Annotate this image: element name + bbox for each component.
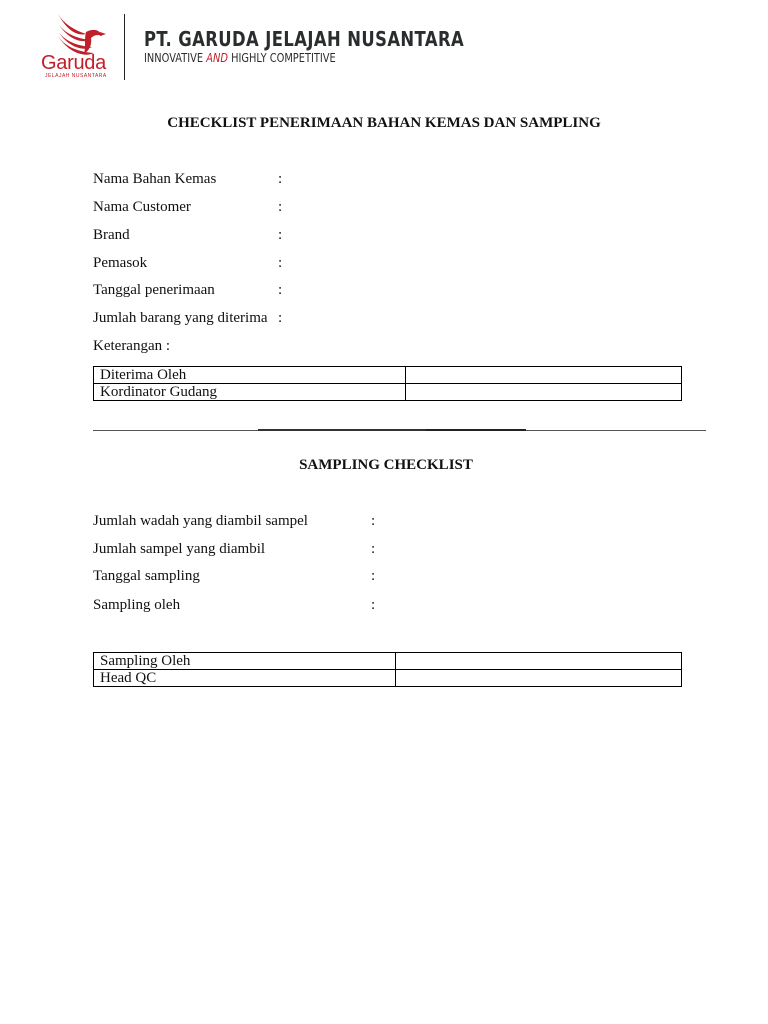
tagline-part-1: INNOVATIVE <box>144 51 207 65</box>
field-colon: : <box>278 310 283 326</box>
field-jumlah-barang: Jumlah barang yang diterima <box>93 310 268 326</box>
table-row <box>94 653 682 670</box>
field-nama-customer: Nama Customer <box>93 199 191 215</box>
field-colon: : <box>278 255 283 271</box>
field-colon: : <box>278 227 283 243</box>
field-jumlah-sampel: Jumlah sampel yang diambil <box>93 541 266 557</box>
field-colon: : <box>371 597 376 613</box>
field-keterangan: Keterangan : <box>93 338 171 354</box>
field-colon: : <box>278 282 283 298</box>
sign-cell[interactable] <box>406 384 682 401</box>
sign-role-label: Kordinator Gudang <box>94 384 406 401</box>
table-row <box>94 384 682 401</box>
logo-subtitle: JELAJAH NUSANTARA <box>45 73 107 79</box>
field-pemasok: Pemasok <box>93 255 148 271</box>
field-brand: Brand <box>93 227 130 243</box>
section-divider-accent <box>258 429 426 431</box>
table-row <box>94 670 682 687</box>
company-name: PT. GARUDA JELAJAH NUSANTARA <box>144 27 465 51</box>
sampling-title: SAMPLING CHECKLIST <box>299 457 473 473</box>
sign-cell[interactable] <box>396 653 682 670</box>
sign-role-label: Head QC <box>94 670 396 687</box>
field-colon: : <box>278 199 283 215</box>
table-row <box>94 367 682 384</box>
receiving-signature-table <box>93 366 682 401</box>
field-colon: : <box>371 568 376 584</box>
field-colon: : <box>278 171 283 187</box>
section-divider-accent <box>426 429 526 431</box>
field-sampling-oleh: Sampling oleh <box>93 597 181 613</box>
logo-wordmark: Garuda <box>41 52 106 74</box>
tagline-part-2: HIGHLY COMPETITIVE <box>227 51 336 65</box>
sign-cell[interactable] <box>396 670 682 687</box>
sign-cell[interactable] <box>406 367 682 384</box>
header-divider <box>124 14 125 80</box>
sampling-signature-table <box>93 652 682 687</box>
field-tanggal-sampling: Tanggal sampling <box>93 568 200 584</box>
field-colon: : <box>371 513 376 529</box>
field-tanggal-penerimaan: Tanggal penerimaan <box>93 282 215 298</box>
sign-role-label: Diterima Oleh <box>94 367 406 384</box>
sign-role-label: Sampling Oleh <box>94 653 396 670</box>
field-colon: : <box>371 541 376 557</box>
receiving-title: CHECKLIST PENERIMAAN BAHAN KEMAS DAN SAMPLING <box>167 115 601 131</box>
company-tagline <box>144 51 336 65</box>
field-nama-bahan-kemas: Nama Bahan Kemas <box>93 171 217 187</box>
tagline-and: AND <box>206 51 228 65</box>
field-jumlah-wadah: Jumlah wadah yang diambil sampel <box>93 513 308 529</box>
